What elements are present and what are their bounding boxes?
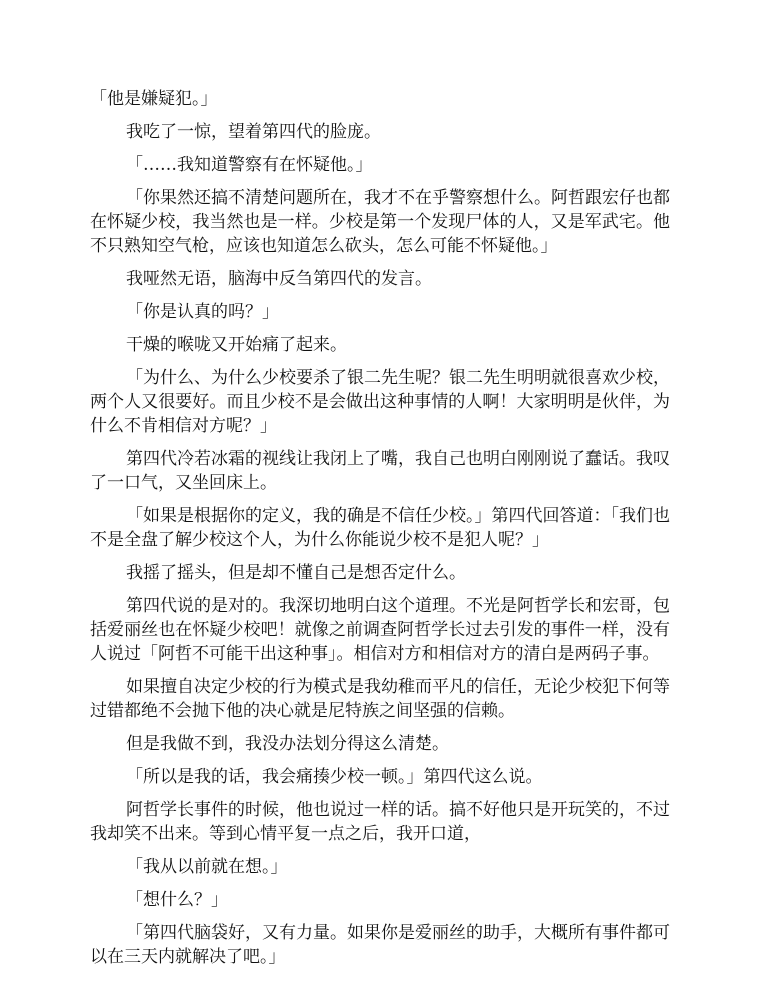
paragraph: 「第四代脑袋好，又有力量。如果你是爱丽丝的助手，大概所有事件都可以在三天内就解决了吧。」 [90, 923, 670, 967]
paragraph: 干燥的喉咙又开始痛了起来。 [126, 335, 347, 355]
paragraph: 「我从以前就在想。」 [126, 857, 288, 877]
paragraph: 「为什么、为什么少校要杀了银二先生呢？银二先生明明就很喜欢少校，两个人又很要好。而且少校不是会做出这种事情的人啊！大家明明是伙伴，为什么不肯相信对方呢？」 [90, 368, 670, 436]
paragraph: 「想什么？」 [126, 890, 228, 910]
paragraph: 「他是嫌疑犯。」 [90, 89, 218, 109]
paragraph: 如果擅自决定少校的行为模式是我幼稚而平凡的信任，无论少校犯下何等过错都绝不会抛下他的决心就是尼特族之间坚强的信赖。 [90, 677, 670, 721]
paragraph: 「如果是根据你的定义，我的确是不信任少校。」第四代回答道：「我们也不是全盘了解少校这个人，为什么你能说少校不是犯人呢？」 [90, 506, 670, 550]
paragraph: 「……我知道警察有在怀疑他。」 [126, 155, 373, 175]
paragraph: 「你是认真的吗？」 [126, 302, 279, 322]
paragraph: 第四代说的是对的。我深切地明白这个道理。不光是阿哲学长和宏哥，包括爱丽丝也在怀疑少校吧！就像之前调查阿哲学长过去引发的事件一样，没有人说过「阿哲不可能干出这种事」。相信对方和相信对方的清白是两码子事。 [90, 596, 670, 664]
paragraph: 但是我做不到，我没办法划分得这么清楚。 [126, 734, 449, 754]
paragraph: 第四代冷若冰霜的视线让我闭上了嘴，我自己也明白刚刚说了蠢话。我叹了一口气，又坐回床上。 [90, 449, 670, 493]
paragraph: 我哑然无语，脑海中反刍第四代的发言。 [126, 269, 432, 289]
paragraph: 我吃了一惊，望着第四代的脸庞。 [126, 122, 381, 142]
paragraph: 阿哲学长事件的时候，他也说过一样的话。搞不好他只是开玩笑的，不过我却笑不出来。等到心情平复一点之后，我开口道， [90, 800, 670, 844]
document-page [90, 87, 670, 978]
paragraph: 「所以是我的话，我会痛揍少校一顿。」第四代这么说。 [126, 767, 543, 787]
paragraph: 「你果然还搞不清楚问题所在，我才不在乎警察想什么。阿哲跟宏仔也都在怀疑少校，我当然也是一样。少校是第一个发现尸体的人，又是军武宅。他不只熟知空气枪，应该也知道怎么砍头，怎么可能不怀疑他。」 [90, 188, 670, 256]
paragraph: 我摇了摇头，但是却不懂自己是想否定什么。 [126, 563, 466, 583]
